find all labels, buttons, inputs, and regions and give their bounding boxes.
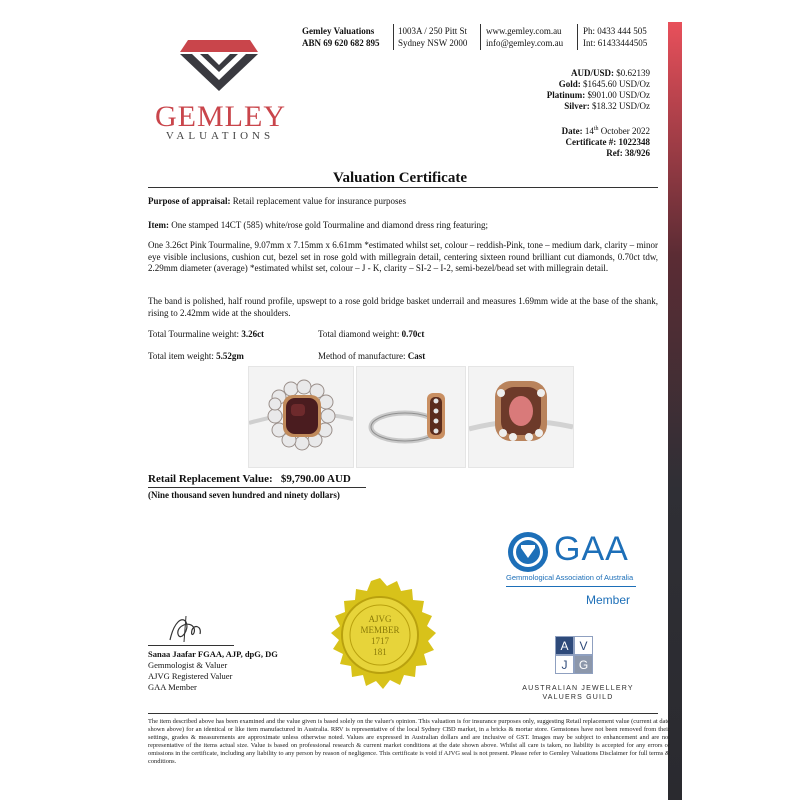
address-line-1: 1003A / 250 Pitt St	[398, 26, 468, 36]
date-label: Date:	[561, 126, 583, 136]
phone-number: Ph: 0433 444 505	[583, 26, 647, 36]
logo-subtitle: VALUATIONS	[165, 130, 275, 142]
ajvg-name	[506, 684, 650, 702]
ajvg-name-line-2: VALUERS GUILD	[542, 694, 614, 701]
date-month-year: October 2022	[600, 126, 650, 136]
gaa-emblem-icon	[506, 530, 550, 574]
seal-text-4: 181	[373, 647, 387, 657]
ajvg-letter-j: J	[555, 655, 574, 674]
ajvg-letter-v: V	[574, 636, 593, 655]
ring-photo-back	[468, 366, 574, 468]
date-day: 14	[584, 126, 594, 136]
purpose-label: Purpose of appraisal:	[148, 196, 231, 206]
item-weight-value: 5.52gm	[216, 351, 244, 361]
seal-text-3: 1717	[371, 636, 389, 646]
disclaimer-text: The item described above has been examined and the value given is based solely on the valuer's opinion. This valuation is for insurance purposes only, suggesting Retail replacement value (current at date shown above) for an identical or like item manufactured in Australia. RRV is representative of the local Sydney CBD market, in a bricks & mortar store. Gemstones have not been removed from their settings, grades & measurements are approximate unless otherwise noted. Values are expressed in Australian dollars and are inclusive of GST. Images may be subject to enhancement and are not representative of the items actual size. Value is based on professional research & current market conditions at the date shown above. Whilst all care is taken, no liability is accepted for any errors or omissions in the certificate, including any liability to any person by reason of negligence. This certificate is void if AJVG seal is not present. Please refer to Gemley Valuations Disclaimer for full terms & conditions.	[148, 718, 670, 765]
value-underline	[148, 487, 366, 488]
ring-photo-side	[356, 366, 466, 468]
tourmaline-weight-value: 3.26ct	[241, 329, 265, 339]
signer-role-3: GAA Member	[148, 682, 197, 692]
company-abn: ABN 69 620 682 895	[302, 38, 380, 48]
gold-value: $1645.60 USD/Oz	[583, 79, 650, 89]
metal-rates	[547, 68, 650, 112]
ajvg-letter-g: G	[574, 655, 593, 674]
certificate-number: 1022348	[618, 137, 650, 147]
aud-usd-value: $0.62139	[616, 68, 650, 78]
gaa-member-label: Member	[586, 593, 631, 607]
title-divider	[148, 187, 658, 188]
company-name: Gemley Valuations	[302, 26, 375, 36]
ring-back-image	[469, 367, 573, 467]
item-weight-label: Total item weight:	[148, 351, 214, 361]
company-info	[302, 25, 380, 49]
date-suffix: th	[593, 126, 599, 132]
silver-value: $18.32 USD/Oz	[592, 101, 650, 111]
gaa-divider	[506, 586, 636, 587]
decorative-sidebar	[668, 22, 682, 800]
gaa-full-name: Gemmological Association of Australia	[506, 573, 634, 582]
signature-line	[148, 645, 234, 646]
ajvg-letter-a: A	[555, 636, 574, 655]
manufacture-method-label: Method of manufacture:	[318, 351, 406, 361]
header-divider	[577, 24, 578, 50]
signer-block	[148, 649, 278, 693]
certificate-meta	[562, 124, 650, 159]
retail-value-label: Retail Replacement Value:	[148, 473, 273, 485]
header-divider	[480, 24, 481, 50]
band-description: The band is polished, half round profile, upswept to a rose gold bridge basket underrail and measures 1.69mm wide at the base of the shank, rising to 2.42mm wide at the shoulders.	[148, 296, 658, 318]
item-value: One stamped 14CT (585) white/rose gold Tourmaline and diamond dress ring featuring;	[171, 220, 488, 230]
diamond-weight-value: 0.70ct	[401, 329, 425, 339]
intl-phone-number: Int: 61433444505	[583, 38, 648, 48]
signer-name: Sanaa Jaafar FGAA, AJP, dpG, DG	[148, 649, 278, 659]
retail-value-amount: $9,790.00 AUD	[280, 473, 351, 485]
gemley-logo-icon	[178, 38, 260, 93]
item-label: Item:	[148, 220, 169, 230]
logo-wordmark: GEMLEY	[155, 100, 286, 133]
ajvg-name-line-1: AUSTRALIAN JEWELLERY	[522, 685, 634, 692]
seal-text-1: AJVG	[368, 614, 392, 624]
certificate-label: Certificate #:	[565, 137, 617, 147]
footer-divider	[148, 713, 658, 714]
ref-number: 38/926	[624, 148, 650, 158]
diamond-weight	[318, 329, 424, 339]
retail-value	[148, 473, 351, 485]
item-row	[148, 220, 658, 232]
diamond-weight-label: Total diamond weight:	[318, 329, 400, 339]
ref-label: Ref:	[606, 148, 623, 158]
address-line-2: Sydney NSW 2000	[398, 38, 468, 48]
ajvg-logo	[555, 636, 601, 674]
signer-role-2: AJVG Registered Valuer	[148, 671, 233, 681]
website-link[interactable]: www.gemley.com.au	[486, 26, 562, 36]
company-phone	[583, 25, 647, 49]
item-description: One 3.26ct Pink Tourmaline, 9.07mm x 7.15mm x 6.61mm *estimated whilst set, colour – reddish-Pink, tone – medium dark, clarity – minor eye visible inclusions, cushion cut, bezel set in rose gold with millegrain detail, centering sixteen round brilliant cut diamonds, 0.70ct tdw, 2.29mm diameter (average) *estimated whilst set, colour – J - K, clarity – SI-2 – I-2, semi-bezel/bead set with millegrain detail.	[148, 240, 658, 273]
company-address	[398, 25, 467, 49]
ring-front-image	[249, 367, 353, 467]
ring-photo-front	[248, 366, 354, 468]
page-title: Valuation Certificate	[332, 170, 467, 186]
tourmaline-weight-label: Total Tourmaline weight:	[148, 329, 240, 339]
header-divider	[393, 24, 394, 50]
purpose-row	[148, 196, 658, 208]
manufacture-method	[318, 351, 425, 361]
gaa-acronym: GAA	[554, 530, 629, 568]
retail-value-words: (Nine thousand seven hundred and ninety dollars)	[148, 490, 340, 500]
purpose-value: Retail replacement value for insurance purposes	[232, 196, 406, 206]
silver-label: Silver:	[564, 101, 590, 111]
platinum-value: $901.00 USD/Oz	[587, 90, 650, 100]
signer-role-1: Gemmologist & Valuer	[148, 660, 228, 670]
manufacture-method-value: Cast	[407, 351, 426, 361]
email-link[interactable]: info@gemley.com.au	[486, 38, 564, 48]
seal-text-2: MEMBER	[360, 625, 400, 635]
ring-side-image	[357, 367, 465, 467]
company-web	[486, 25, 563, 49]
ajvg-seal-icon	[316, 578, 444, 700]
gold-label: Gold:	[558, 79, 581, 89]
aud-usd-label: AUD/USD:	[570, 68, 614, 78]
signature-icon	[150, 612, 230, 648]
platinum-label: Platinum:	[546, 90, 586, 100]
